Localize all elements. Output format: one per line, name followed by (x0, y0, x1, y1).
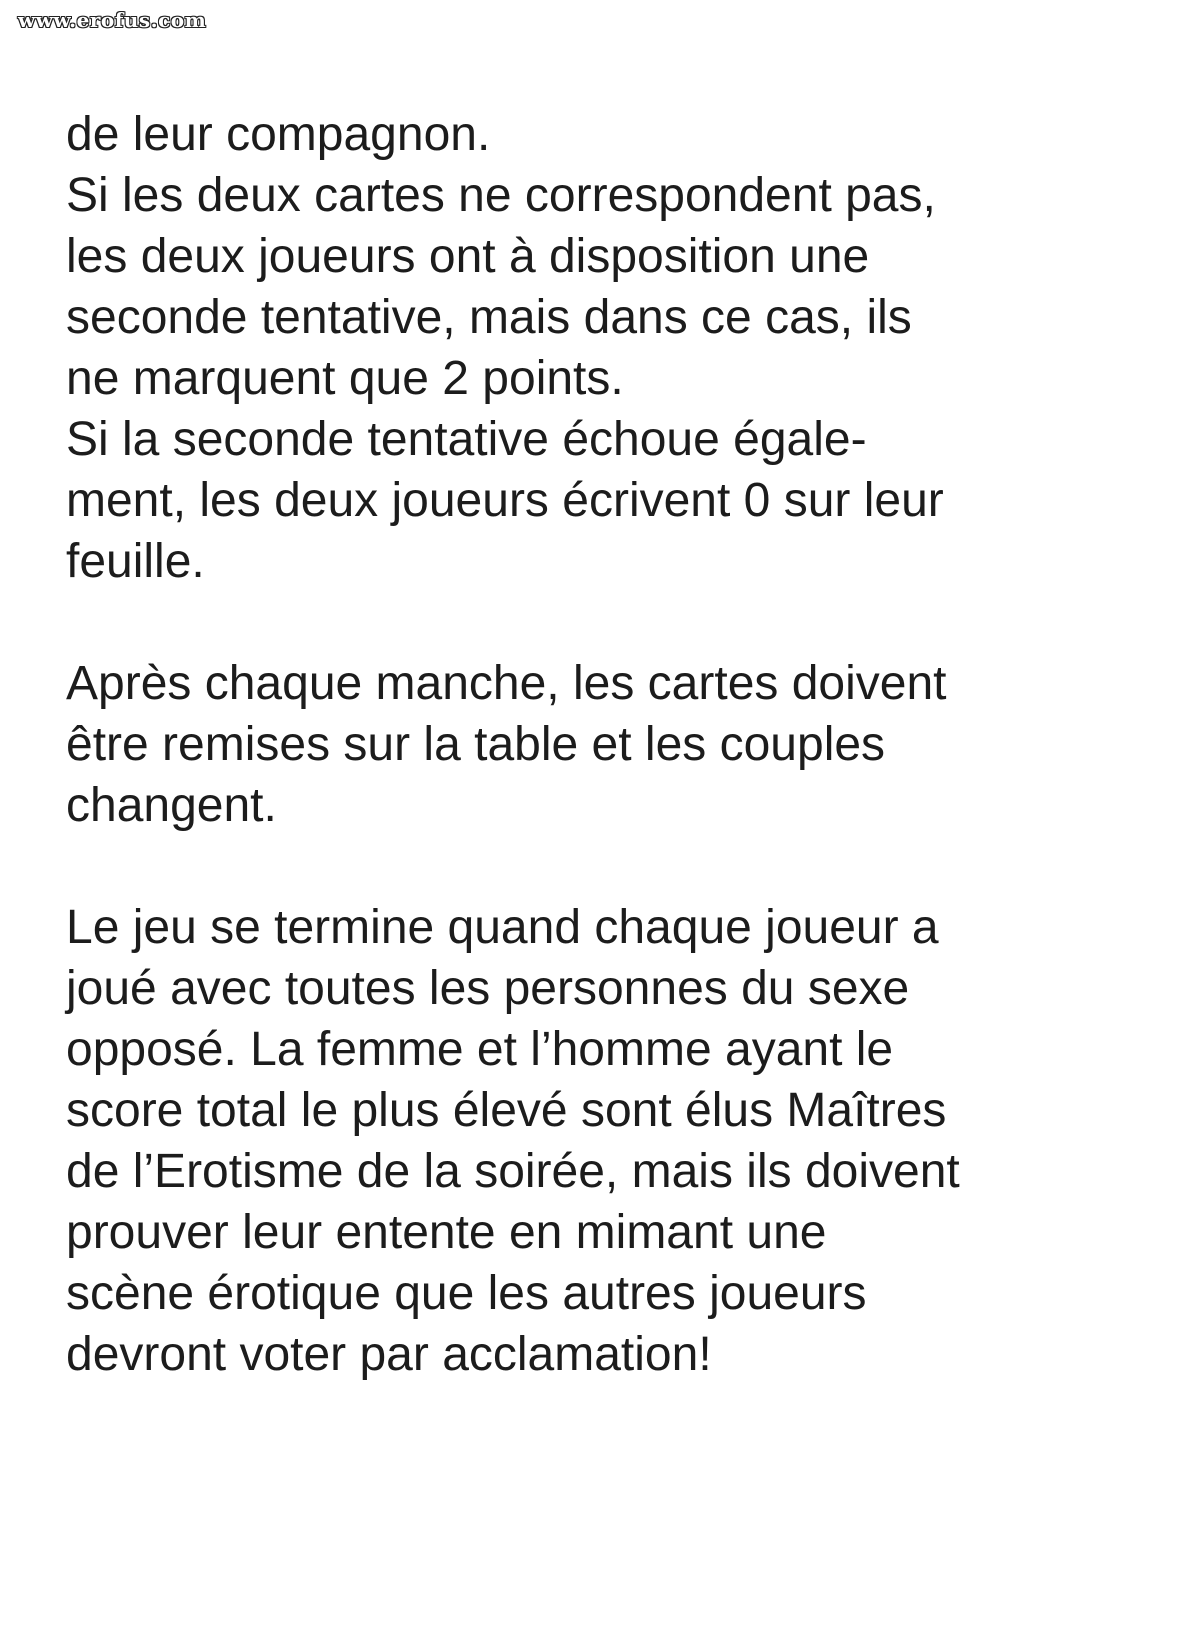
text-line: ment, les deux joueurs écrivent 0 sur leur (66, 474, 944, 527)
text-line: score total le plus élevé sont élus Maîtres (66, 1084, 947, 1137)
text-line: opposé. La femme et l’homme ayant le (66, 1023, 894, 1076)
text-line: être remises sur la table et les couples (66, 718, 886, 771)
text-line: les deux joueurs ont à disposition une (66, 230, 870, 283)
text-line: scène érotique que les autres joueurs (66, 1267, 867, 1320)
paragraph-spacer (66, 592, 1126, 653)
text-line: Après chaque manche, les cartes doivent (66, 657, 947, 710)
text-line: changent. (66, 779, 277, 832)
text-line: de l’Erotisme de la soirée, mais ils doivent (66, 1145, 960, 1198)
text-line: Si les deux cartes ne correspondent pas, (66, 169, 936, 222)
text-line: seconde tentative, mais dans ce cas, ils (66, 291, 912, 344)
text-line: Le jeu se termine quand chaque joueur a (66, 901, 939, 954)
text-line: ne marquent que 2 points. (66, 352, 624, 405)
paragraph-rounds (66, 653, 1126, 836)
text-line: de leur compagnon. (66, 108, 491, 161)
paragraph-end-of-game (66, 897, 1126, 1385)
text-line: prouver leur entente en mimant une (66, 1206, 827, 1259)
watermark-text: www.erofus.com (18, 8, 207, 32)
text-line: Si la seconde tentative échoue égale- (66, 413, 867, 466)
document-body (66, 104, 1126, 1385)
text-line: devront voter par acclamation! (66, 1328, 712, 1381)
text-line: feuille. (66, 535, 205, 588)
text-line: joué avec toutes les personnes du sexe (66, 962, 910, 1015)
paragraph-spacer (66, 836, 1126, 897)
paragraph-scoring (66, 104, 1126, 592)
